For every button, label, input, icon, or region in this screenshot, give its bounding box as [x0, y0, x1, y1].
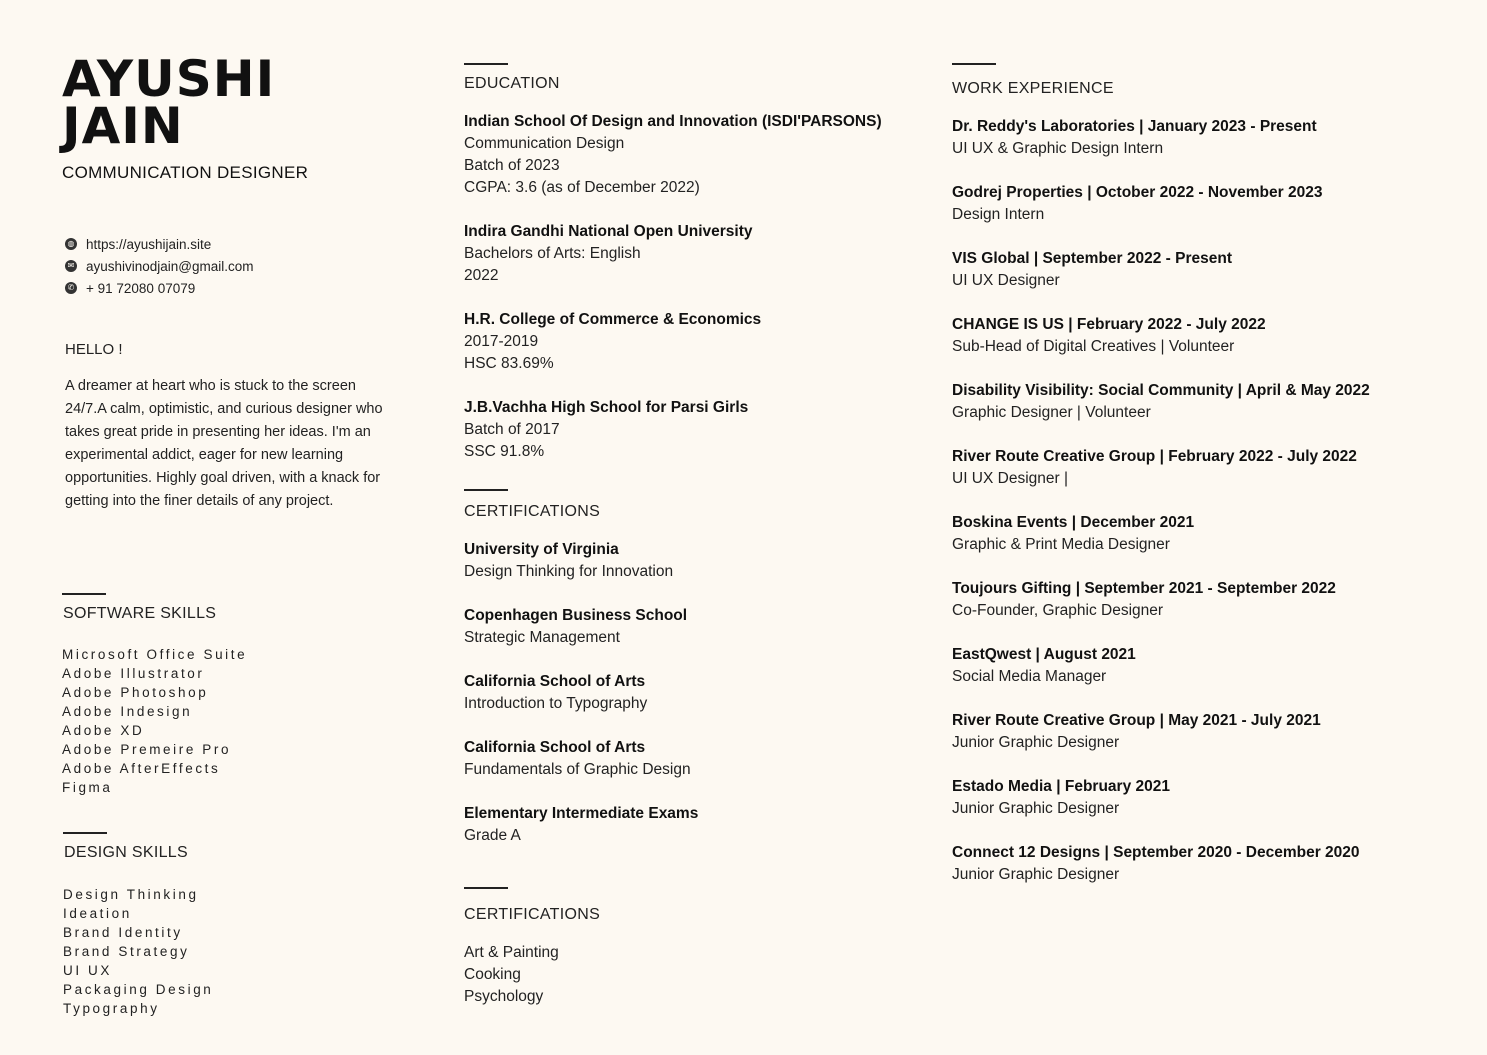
entry-heading: River Route Creative Group | February 2022 - July 2022	[952, 448, 1357, 465]
globe-icon: ◍	[65, 238, 77, 250]
entry-line: 2017-2019	[464, 333, 539, 350]
work-entry	[952, 512, 1194, 556]
certifications-title: CERTIFICATIONS	[464, 503, 601, 520]
entry-line: Graphic & Print Media Designer	[952, 536, 1170, 553]
list-item: Adobe Illustrator	[62, 666, 205, 681]
entry-line: Design Thinking for Innovation	[464, 563, 674, 580]
contact-phone-text: + 91 72080 07079	[86, 280, 196, 296]
entry-heading: Dr. Reddy's Laboratories | January 2023 - Present	[952, 118, 1317, 135]
certification-entry	[464, 539, 673, 583]
work-experience-title: WORK EXPERIENCE	[952, 80, 1114, 97]
education-entry	[464, 397, 748, 463]
entry-heading: University of Virginia	[464, 541, 619, 558]
entry-line: Co-Founder, Graphic Designer	[952, 602, 1164, 619]
certification-entry	[464, 803, 698, 847]
contact-phone[interactable]	[65, 277, 254, 299]
entry-line: Batch of 2017	[464, 421, 560, 438]
work-entry	[952, 314, 1266, 358]
education-title: EDUCATION	[464, 75, 560, 92]
certification-entry	[464, 605, 687, 649]
work-entry	[952, 842, 1360, 886]
entry-line: Junior Graphic Designer	[952, 734, 1120, 751]
entry-line: Grade A	[464, 827, 521, 844]
entry-line: Communication Design	[464, 135, 625, 152]
list-item: Adobe Indesign	[62, 704, 193, 719]
section-divider	[464, 63, 508, 65]
section-divider	[464, 887, 508, 889]
entry-line: HSC 83.69%	[464, 355, 554, 372]
mail-icon: ✉	[65, 260, 77, 272]
list-item: Brand Strategy	[63, 944, 190, 959]
entry-line: Junior Graphic Designer	[952, 866, 1120, 883]
entry-heading: Toujours Gifting | September 2021 - September 2022	[952, 580, 1336, 597]
entry-line: Social Media Manager	[952, 668, 1107, 685]
work-entry	[952, 710, 1321, 754]
design-skills-list	[63, 885, 213, 1018]
work-entry	[952, 248, 1232, 292]
education-entry	[464, 221, 753, 287]
list-item: Design Thinking	[63, 887, 199, 902]
entry-heading: California School of Arts	[464, 673, 646, 690]
entry-heading: Copenhagen Business School	[464, 607, 688, 624]
list-item: Typography	[63, 1001, 160, 1016]
list-item: Cooking	[464, 966, 521, 983]
entry-line: SSC 91.8%	[464, 443, 545, 460]
education-entry	[464, 111, 882, 199]
entry-heading: Disability Visibility: Social Community | April & May 2022	[952, 382, 1370, 399]
contact-website-text: https://ayushijain.site	[86, 236, 212, 252]
entry-line: Introduction to Typography	[464, 695, 648, 712]
list-item: Adobe AfterEffects	[62, 761, 221, 776]
entry-heading: Indira Gandhi National Open University	[464, 223, 753, 240]
entry-heading: VIS Global | September 2022 - Present	[952, 250, 1232, 267]
entry-line: 2022	[464, 267, 499, 284]
certification-entry	[464, 737, 691, 781]
entry-line: Junior Graphic Designer	[952, 800, 1120, 817]
list-item: Microsoft Office Suite	[62, 647, 248, 662]
work-entry	[952, 776, 1170, 820]
entry-heading: California School of Arts	[464, 739, 646, 756]
list-item: Packaging Design	[63, 982, 214, 997]
section-divider	[464, 489, 508, 491]
entry-line: Design Intern	[952, 206, 1045, 223]
contact-website[interactable]	[65, 233, 254, 255]
certification-entry	[464, 671, 647, 715]
about-greeting: HELLO !	[65, 341, 123, 358]
section-divider	[952, 63, 996, 65]
entry-heading: H.R. College of Commerce & Economics	[464, 311, 762, 328]
entry-heading: River Route Creative Group | May 2021 - July 2021	[952, 712, 1321, 729]
work-entry	[952, 578, 1336, 622]
list-item: Brand Identity	[63, 925, 183, 940]
contact-email-text: ayushivinodjain@gmail.com	[86, 258, 254, 274]
list-item: Adobe XD	[62, 723, 145, 738]
entry-heading: Godrej Properties | October 2022 - November 2023	[952, 184, 1323, 201]
entry-heading: EastQwest | August 2021	[952, 646, 1136, 663]
job-title: COMMUNICATION DESIGNER	[62, 163, 309, 182]
list-item: Psychology	[464, 988, 544, 1005]
software-skills-title: SOFTWARE SKILLS	[63, 605, 217, 622]
entry-line: Strategic Management	[464, 629, 620, 646]
entry-line: Batch of 2023	[464, 157, 560, 174]
resume-name	[62, 50, 276, 155]
entry-line: CGPA: 3.6 (as of December 2022)	[464, 179, 700, 196]
entry-heading: J.B.Vachha High School for Parsi Girls	[464, 399, 749, 416]
entry-line: UI UX Designer	[952, 272, 1060, 289]
education-entry	[464, 309, 761, 375]
first-name: AYUSHI	[62, 50, 276, 108]
entry-line: Fundamentals of Graphic Design	[464, 761, 691, 778]
section-divider	[62, 593, 106, 595]
entry-line: UI UX & Graphic Design Intern	[952, 140, 1164, 157]
section-divider	[63, 832, 107, 834]
list-item: Art & Painting	[464, 944, 559, 961]
about-text: A dreamer at heart who is stuck to the screen 24/7.A calm, optimistic, and curious designer who takes great pride in presenting her ideas. I'm an experimental addict, eager for new learning opportunities. Highly goal driven, with a knack for getting into the finer details of any project.	[65, 378, 383, 509]
work-entry	[952, 380, 1370, 424]
work-entry	[952, 116, 1317, 160]
entry-line: Bachelors of Arts: English	[464, 245, 641, 262]
work-entry	[952, 644, 1136, 688]
entry-line: Graphic Designer | Volunteer	[952, 404, 1151, 421]
software-skills-list	[62, 645, 247, 797]
work-entry	[952, 182, 1322, 226]
list-item: Ideation	[63, 906, 132, 921]
entry-heading: Indian School Of Design and Innovation (ISDI'PARSONS)	[464, 113, 882, 130]
last-name: JAIN	[62, 97, 184, 155]
entry-heading: CHANGE IS US | February 2022 - July 2022	[952, 316, 1266, 333]
certifications-2-title: CERTIFICATIONS	[464, 906, 601, 923]
contact-email[interactable]	[65, 255, 254, 277]
design-skills-title: DESIGN SKILLS	[64, 844, 188, 861]
entry-heading: Connect 12 Designs | September 2020 - December 2020	[952, 844, 1360, 861]
work-entry	[952, 446, 1357, 490]
list-item: UI UX	[63, 963, 113, 978]
entry-heading: Boskina Events | December 2021	[952, 514, 1195, 531]
interests-list	[464, 942, 559, 1008]
phone-icon: ✆	[65, 282, 77, 294]
contact-list	[65, 233, 254, 299]
entry-line: UI UX Designer |	[952, 470, 1069, 487]
entry-heading: Elementary Intermediate Exams	[464, 805, 699, 822]
list-item: Adobe Premeire Pro	[62, 742, 232, 757]
entry-line: Sub-Head of Digital Creatives | Volunteer	[952, 338, 1235, 355]
list-item: Adobe Photoshop	[62, 685, 209, 700]
entry-heading: Estado Media | February 2021	[952, 778, 1170, 795]
list-item: Figma	[62, 780, 113, 795]
